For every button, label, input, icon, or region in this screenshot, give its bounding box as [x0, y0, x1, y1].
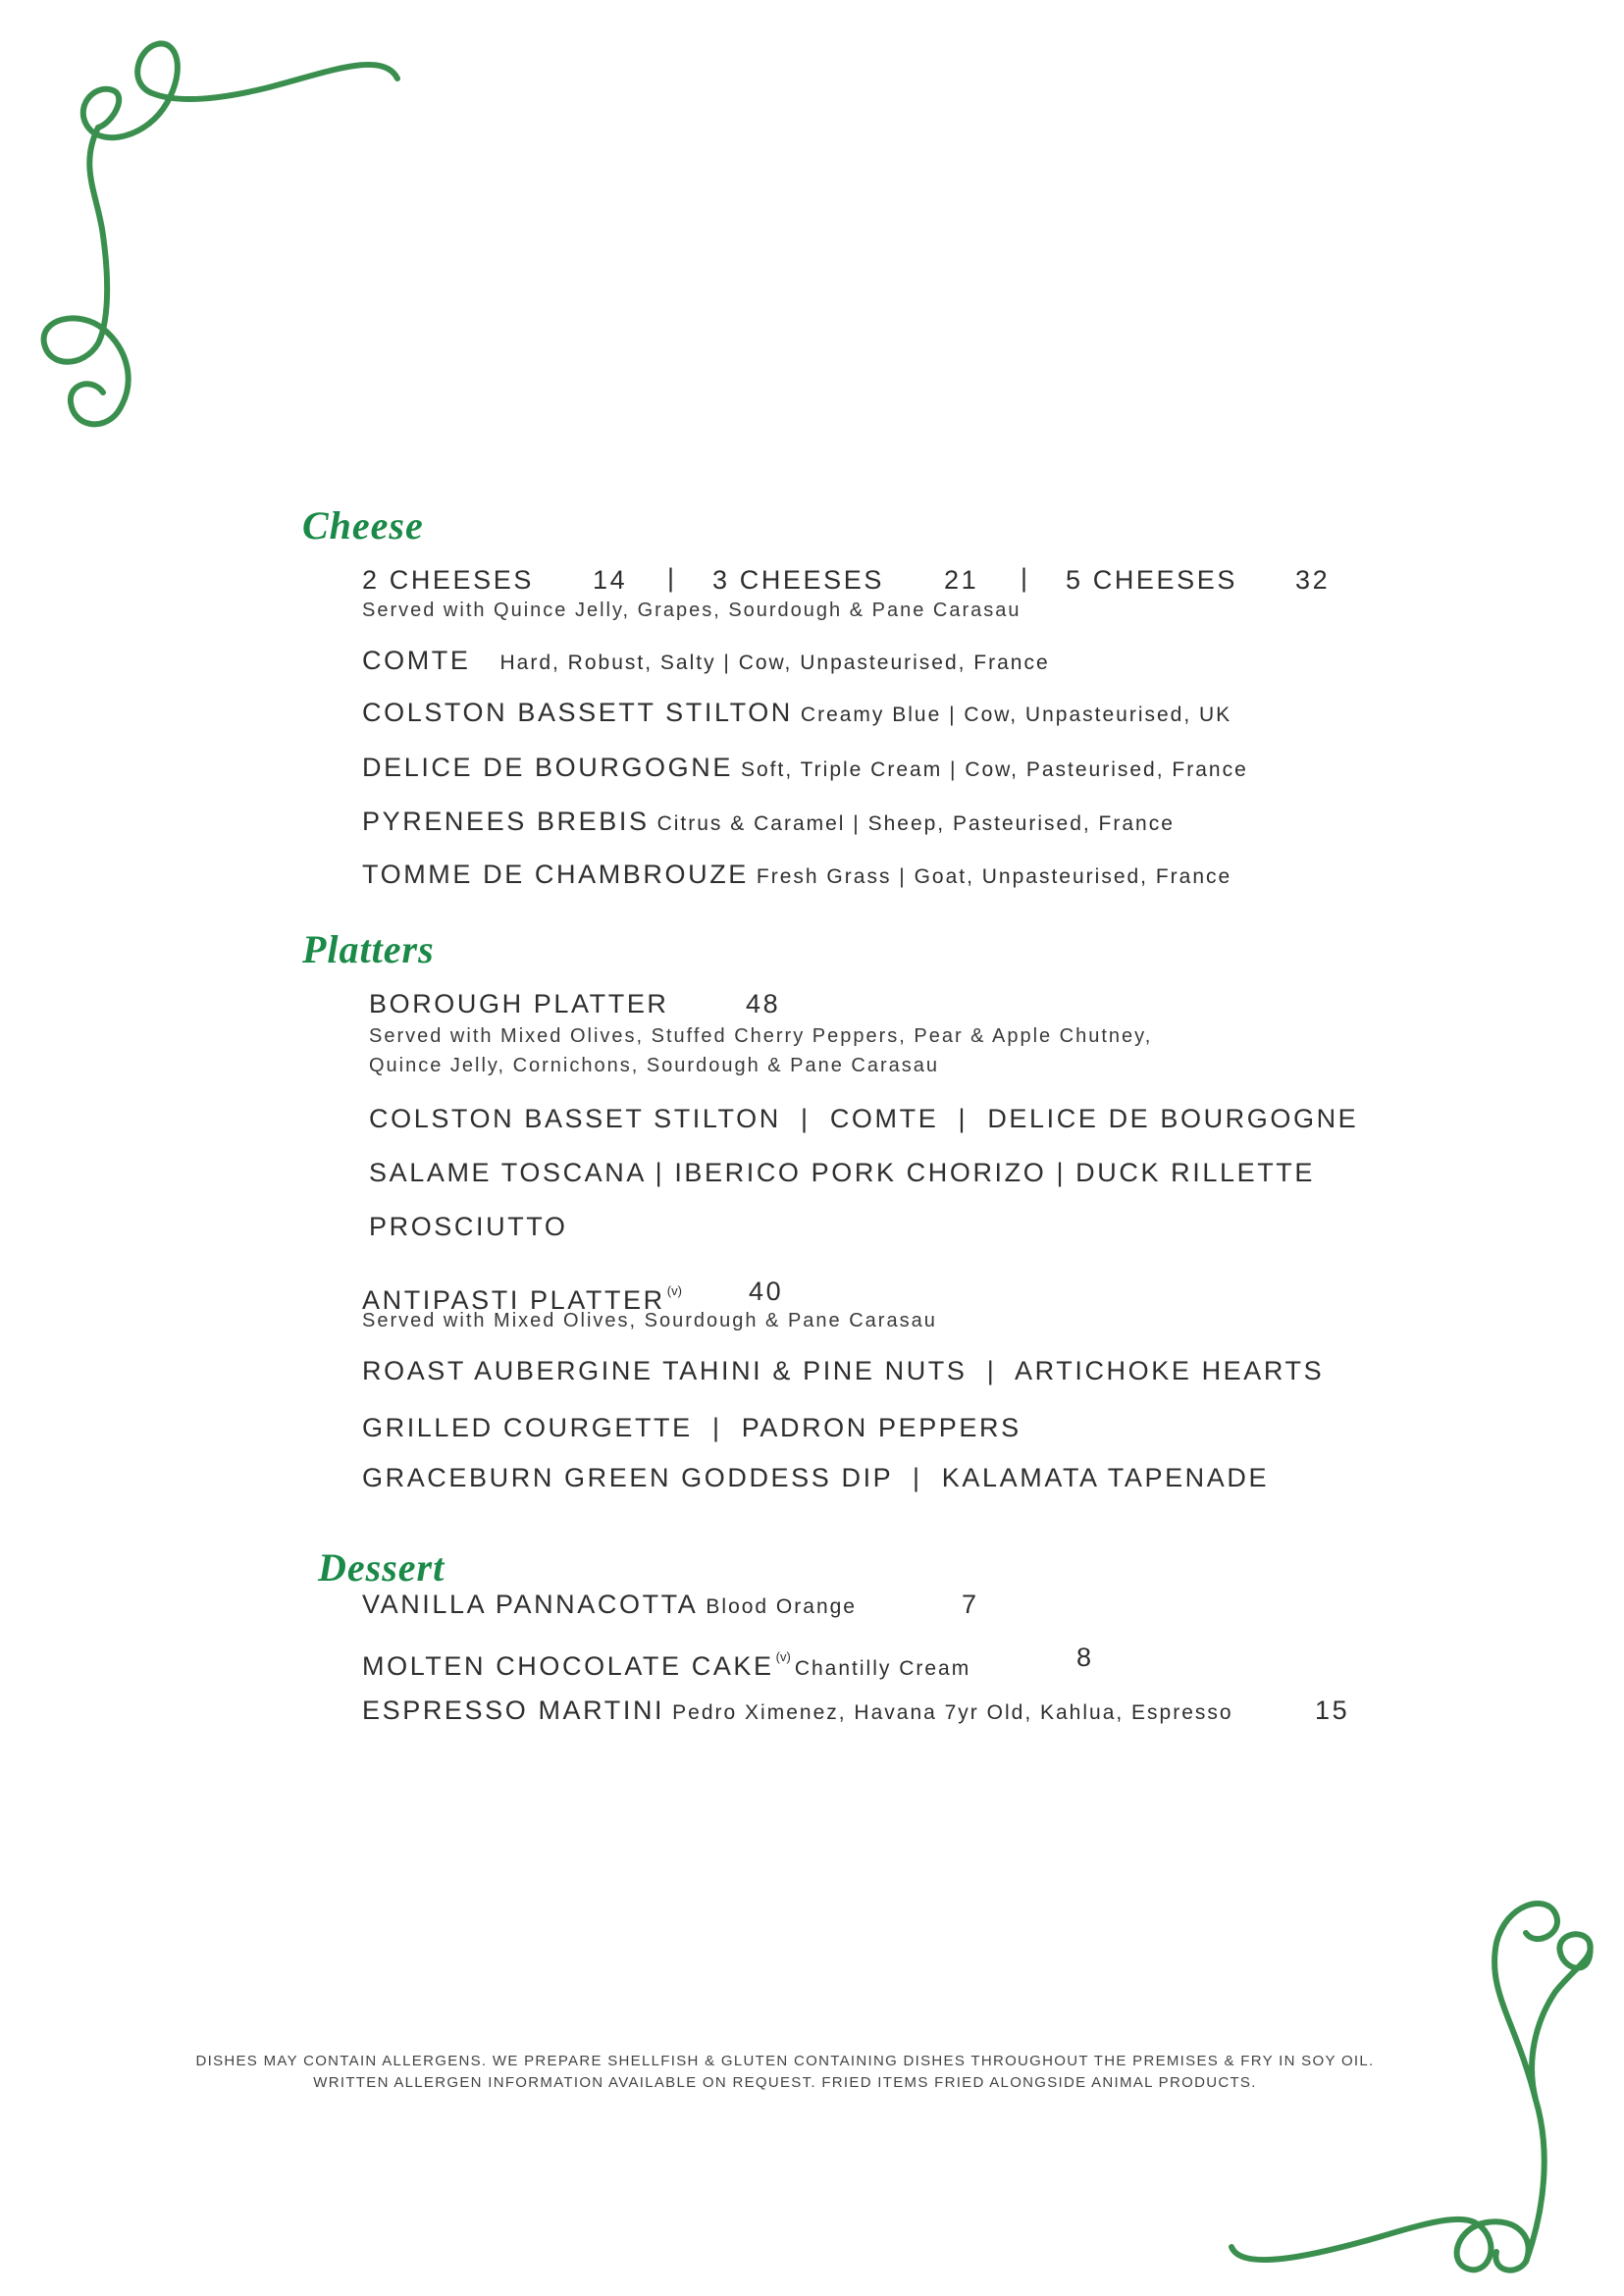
option-separator: |: [1021, 563, 1030, 593]
borough-served-with: Quince Jelly, Cornichons, Sourdough & Pane Carasau: [369, 1055, 940, 1076]
cheese-option-3: 3 CHEESES: [712, 565, 884, 595]
antipasti-platter-price: 40: [749, 1277, 784, 1306]
item-description: Hard, Robust, Salty | Cow, Unpasteurised, France: [499, 652, 1050, 674]
cheese-item: [362, 753, 1248, 785]
cheese-item: [362, 646, 1050, 678]
item-name: ANTIPASTI PLATTER: [362, 1285, 665, 1315]
platter-contents-line: SALAME TOSCANA | IBERICO PORK CHORIZO | DUCK RILLETTE: [369, 1158, 1316, 1187]
item-name: COMTE: [362, 646, 471, 675]
vegetarian-marker: (v): [666, 1283, 682, 1298]
item-description: Blood Orange: [706, 1595, 857, 1618]
cheese-option-3-price: 21: [944, 565, 979, 595]
swirl-ornament-top-left: [29, 29, 412, 432]
dessert-price: 15: [1315, 1696, 1350, 1725]
cheese-option-5-price: 32: [1295, 565, 1331, 595]
platter-contents-line: GRILLED COURGETTE | PADRON PEPPERS: [362, 1413, 1022, 1442]
borough-served-with: Served with Mixed Olives, Stuffed Cherry Peppers, Pear & Apple Chutney,: [369, 1025, 1153, 1047]
cheese-served-with: Served with Quince Jelly, Grapes, Sourdough & Pane Carasau: [362, 600, 1022, 621]
allergen-notice: [0, 2051, 1570, 2094]
item-description: Citrus & Caramel | Sheep, Pasteurised, France: [656, 812, 1175, 835]
item-name: PYRENEES BREBIS: [362, 807, 650, 836]
item-description: Chantilly Cream: [794, 1657, 971, 1680]
item-name: COLSTON BASSETT STILTON: [362, 698, 793, 727]
antipasti-served-with: Served with Mixed Olives, Sourdough & Pane Carasau: [362, 1310, 937, 1331]
item-name: TOMME DE CHAMBROUZE: [362, 860, 749, 889]
vegetarian-marker: (v): [775, 1649, 791, 1664]
item-name: ESPRESSO MARTINI: [362, 1696, 665, 1725]
cheese-option-2-price: 14: [593, 565, 628, 595]
platter-contents-line: COLSTON BASSET STILTON | COMTE | DELICE DE BOURGOGNE: [369, 1104, 1359, 1133]
cheese-option-5: 5 CHEESES: [1066, 565, 1237, 595]
section-heading-cheese: Cheese: [302, 503, 424, 548]
option-separator: |: [667, 563, 677, 593]
item-description: Creamy Blue | Cow, Unpasteurised, UK: [800, 704, 1232, 726]
platter-contents-line: ROAST AUBERGINE TAHINI & PINE NUTS | ARTICHOKE HEARTS: [362, 1356, 1325, 1385]
platter-contents-line: PROSCIUTTO: [369, 1212, 568, 1241]
borough-platter-price: 48: [746, 989, 781, 1018]
allergen-notice-line: WRITTEN ALLERGEN INFORMATION AVAILABLE ON REQUEST. FRIED ITEMS FRIED ALONGSIDE ANIMAL PRODUCTS.: [313, 2074, 1257, 2091]
dessert-price: 8: [1076, 1643, 1094, 1672]
allergen-notice-line: DISHES MAY CONTAIN ALLERGENS. WE PREPARE SHELLFISH & GLUTEN CONTAINING DISHES THROUGHOUT THE PREMISES & FRY IN SOY OIL.: [195, 2053, 1375, 2069]
section-heading-platters: Platters: [302, 927, 435, 971]
item-description: Fresh Grass | Goat, Unpasteurised, France: [756, 865, 1232, 888]
dessert-item: [362, 1643, 970, 1684]
platter-contents-line: GRACEBURN GREEN GODDESS DIP | KALAMATA TAPENADE: [362, 1463, 1270, 1492]
item-description: Pedro Ximenez, Havana 7yr Old, Kahlua, Espresso: [672, 1701, 1233, 1724]
item-name: DELICE DE BOURGOGNE: [362, 753, 733, 782]
cheese-item: [362, 698, 1231, 730]
cheese-item: [362, 860, 1231, 892]
item-description: Soft, Triple Cream | Cow, Pasteurised, France: [740, 758, 1248, 781]
cheese-item: [362, 807, 1175, 839]
item-name: VANILLA PANNACOTTA: [362, 1590, 699, 1619]
option-label: 2 CHEESES: [362, 565, 534, 595]
section-heading-dessert: Dessert: [318, 1545, 445, 1590]
borough-platter-name: BOROUGH PLATTER: [369, 989, 669, 1018]
dessert-item: [362, 1696, 1233, 1728]
item-name: MOLTEN CHOCOLATE CAKE: [362, 1651, 774, 1681]
dessert-price: 7: [962, 1590, 979, 1619]
cheese-option-2: [362, 565, 534, 595]
dessert-item: [362, 1590, 857, 1622]
